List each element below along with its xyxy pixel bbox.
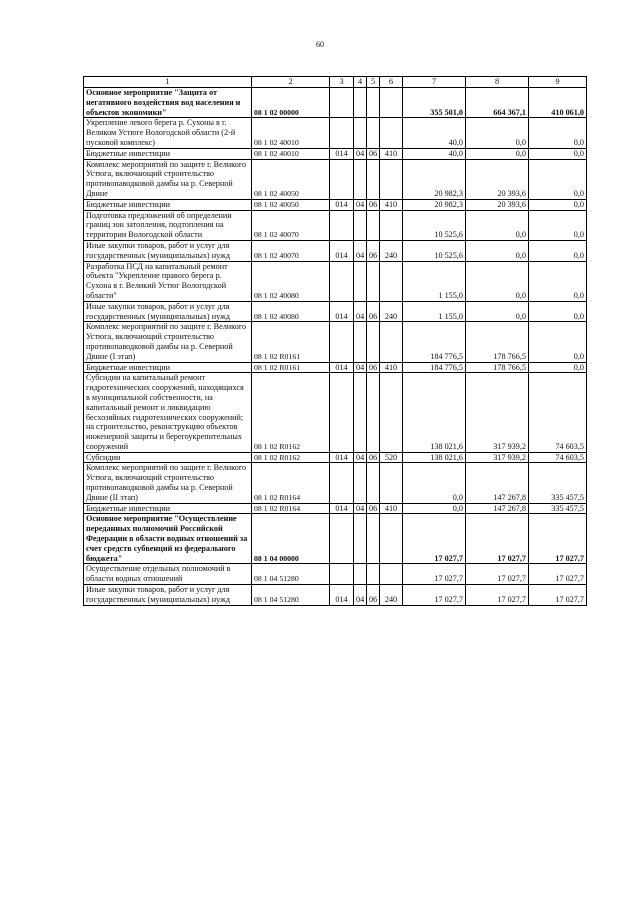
ministry-code-cell: 014 xyxy=(330,301,354,322)
ministry-code-cell: 014 xyxy=(330,362,354,373)
section-code-cell: 04 xyxy=(354,240,367,261)
subsection-code-cell xyxy=(367,564,380,585)
budget-code-cell: 08 1 02 R0162 xyxy=(252,373,330,452)
amount-col9-cell: 0,0 xyxy=(529,301,587,322)
row-name-cell: Субсидии на капитальный ремонт гидротехнических сооружений, находящихся в муниципальной собственности, на капитальный ремонт и ликвидацию бесхозяйных гидротехнических сооружений; на строительство, реконструкцию объектов инженерной защиты и берегоукрепительных сооружений xyxy=(84,373,252,452)
expense-type-cell xyxy=(380,261,403,301)
budget-code-cell: 08 1 02 40070 xyxy=(252,210,330,240)
budget-code-cell: 08 1 02 40050 xyxy=(252,159,330,199)
expense-type-cell: 240 xyxy=(380,585,403,606)
section-code-cell: 04 xyxy=(354,148,367,159)
amount-col7-cell: 17 027,7 xyxy=(403,564,466,585)
expense-type-cell xyxy=(380,322,403,362)
budget-table xyxy=(83,76,587,606)
section-code-cell xyxy=(354,463,367,503)
amount-col7-cell: 355 501,0 xyxy=(403,88,466,118)
row-name-cell: Бюджетные инвестиции xyxy=(84,199,252,210)
subsection-code-cell xyxy=(367,514,380,564)
col-header-5: 5 xyxy=(367,77,380,88)
amount-col7-cell: 40,0 xyxy=(403,118,466,148)
col-header-9: 9 xyxy=(529,77,587,88)
amount-col8-cell: 20 393,6 xyxy=(466,159,529,199)
subsection-code-cell: 06 xyxy=(367,585,380,606)
section-code-cell xyxy=(354,88,367,118)
expense-type-cell xyxy=(380,463,403,503)
budget-code-cell: 08 1 02 R0161 xyxy=(252,322,330,362)
amount-col8-cell: 317 939,2 xyxy=(466,452,529,463)
expense-type-cell xyxy=(380,373,403,452)
expense-type-cell xyxy=(380,159,403,199)
ministry-code-cell xyxy=(330,463,354,503)
amount-col8-cell: 0,0 xyxy=(466,210,529,240)
ministry-code-cell xyxy=(330,261,354,301)
row-name-cell: Подготовка предложений об определении границ зон затопления, подтопления на территории Вологодской области xyxy=(84,210,252,240)
table-row xyxy=(84,322,587,362)
expense-type-cell: 410 xyxy=(380,362,403,373)
amount-col9-cell: 74 603,5 xyxy=(529,373,587,452)
section-code-cell xyxy=(354,159,367,199)
amount-col8-cell: 664 367,1 xyxy=(466,88,529,118)
ministry-code-cell: 014 xyxy=(330,199,354,210)
row-name-cell: Основное мероприятие "Осуществление переданных полномочий Российской Федерации в области водных отношений за счет средств субвенций из федерального бюджета" xyxy=(84,514,252,564)
section-code-cell: 04 xyxy=(354,585,367,606)
table-row xyxy=(84,585,587,606)
budget-code-cell: 08 1 04 00000 xyxy=(252,514,330,564)
section-code-cell: 04 xyxy=(354,503,367,514)
subsection-code-cell: 06 xyxy=(367,240,380,261)
table-row xyxy=(84,88,587,118)
section-code-cell: 04 xyxy=(354,362,367,373)
amount-col8-cell: 0,0 xyxy=(466,118,529,148)
budget-code-cell: 08 1 02 R0162 xyxy=(252,452,330,463)
amount-col8-cell: 147 267,8 xyxy=(466,503,529,514)
table-header-row xyxy=(84,77,587,88)
amount-col9-cell: 0,0 xyxy=(529,148,587,159)
amount-col9-cell: 74 603,5 xyxy=(529,452,587,463)
amount-col9-cell: 0,0 xyxy=(529,362,587,373)
section-code-cell: 04 xyxy=(354,452,367,463)
col-header-2: 2 xyxy=(252,77,330,88)
col-header-4: 4 xyxy=(354,77,367,88)
subsection-code-cell: 06 xyxy=(367,452,380,463)
subsection-code-cell xyxy=(367,373,380,452)
row-name-cell: Бюджетные инвестиции xyxy=(84,503,252,514)
section-code-cell xyxy=(354,118,367,148)
col-header-8: 8 xyxy=(466,77,529,88)
subsection-code-cell: 06 xyxy=(367,148,380,159)
expense-type-cell: 240 xyxy=(380,240,403,261)
section-code-cell xyxy=(354,514,367,564)
amount-col7-cell: 10 525,6 xyxy=(403,210,466,240)
subsection-code-cell xyxy=(367,261,380,301)
amount-col8-cell: 0,0 xyxy=(466,261,529,301)
amount-col7-cell: 0,0 xyxy=(403,463,466,503)
subsection-code-cell xyxy=(367,322,380,362)
budget-code-cell: 08 1 02 40080 xyxy=(252,301,330,322)
amount-col7-cell: 1 155,0 xyxy=(403,261,466,301)
subsection-code-cell: 06 xyxy=(367,503,380,514)
amount-col8-cell: 17 027,7 xyxy=(466,514,529,564)
ministry-code-cell xyxy=(330,564,354,585)
subsection-code-cell: 06 xyxy=(367,199,380,210)
amount-col7-cell: 1 155,0 xyxy=(403,301,466,322)
amount-col8-cell: 317 939,2 xyxy=(466,373,529,452)
expense-type-cell xyxy=(380,210,403,240)
amount-col7-cell: 40,0 xyxy=(403,148,466,159)
col-header-3: 3 xyxy=(330,77,354,88)
section-code-cell xyxy=(354,564,367,585)
row-name-cell: Комплекс мероприятий по защите г. Великого Устюга, включающий строительство противопаводковой дамбы на р. Северной Двине (I этап) xyxy=(84,322,252,362)
row-name-cell: Основное мероприятие "Защита от негативного воздействия вод населения и объектов экономики" xyxy=(84,88,252,118)
ministry-code-cell xyxy=(330,373,354,452)
budget-code-cell: 08 1 04 51280 xyxy=(252,564,330,585)
row-name-cell: Комплекс мероприятий по защите г. Великого Устюга, включающий строительство противопаводковой дамбы на р. Северной Двине (II этап) xyxy=(84,463,252,503)
ministry-code-cell xyxy=(330,514,354,564)
row-name-cell: Иные закупки товаров, работ и услуг для государственных (муниципальных) нужд xyxy=(84,240,252,261)
subsection-code-cell xyxy=(367,210,380,240)
amount-col9-cell: 335 457,5 xyxy=(529,503,587,514)
section-code-cell xyxy=(354,373,367,452)
expense-type-cell xyxy=(380,88,403,118)
amount-col7-cell: 184 776,5 xyxy=(403,362,466,373)
amount-col7-cell: 20 982,3 xyxy=(403,159,466,199)
amount-col9-cell: 17 027,7 xyxy=(529,514,587,564)
expense-type-cell xyxy=(380,514,403,564)
ministry-code-cell xyxy=(330,322,354,362)
amount-col7-cell: 10 525,6 xyxy=(403,240,466,261)
amount-col9-cell: 410 061,0 xyxy=(529,88,587,118)
row-name-cell: Иные закупки товаров, работ и услуг для государственных (муниципальных) нужд xyxy=(84,585,252,606)
amount-col7-cell: 184 776,5 xyxy=(403,322,466,362)
expense-type-cell: 520 xyxy=(380,452,403,463)
section-code-cell: 04 xyxy=(354,301,367,322)
budget-code-cell: 08 1 02 R0164 xyxy=(252,463,330,503)
ministry-code-cell xyxy=(330,159,354,199)
table-row xyxy=(84,463,587,503)
expense-type-cell: 410 xyxy=(380,199,403,210)
table-row xyxy=(84,148,587,159)
budget-code-cell: 08 1 02 R0161 xyxy=(252,362,330,373)
row-name-cell: Иные закупки товаров, работ и услуг для государственных (муниципальных) нужд xyxy=(84,301,252,322)
amount-col9-cell: 0,0 xyxy=(529,261,587,301)
table-row xyxy=(84,261,587,301)
expense-type-cell xyxy=(380,118,403,148)
amount-col9-cell: 0,0 xyxy=(529,118,587,148)
amount-col8-cell: 0,0 xyxy=(466,240,529,261)
budget-code-cell: 08 1 02 40010 xyxy=(252,148,330,159)
section-code-cell xyxy=(354,322,367,362)
subsection-code-cell xyxy=(367,118,380,148)
amount-col9-cell: 335 457,5 xyxy=(529,463,587,503)
ministry-code-cell xyxy=(330,118,354,148)
subsection-code-cell: 06 xyxy=(367,301,380,322)
section-code-cell: 04 xyxy=(354,199,367,210)
amount-col9-cell: 17 027,7 xyxy=(529,564,587,585)
subsection-code-cell xyxy=(367,88,380,118)
amount-col9-cell: 0,0 xyxy=(529,199,587,210)
col-header-1: 1 xyxy=(84,77,252,88)
amount-col9-cell: 0,0 xyxy=(529,240,587,261)
row-name-cell: Бюджетные инвестиции xyxy=(84,148,252,159)
row-name-cell: Укрепление левого берега р. Сухоны в г. Великом Устюге Вологодской области (2-й пусковой комплекс) xyxy=(84,118,252,148)
table-row xyxy=(84,514,587,564)
amount-col9-cell: 17 027,7 xyxy=(529,585,587,606)
table-row xyxy=(84,118,587,148)
page-number: 60 xyxy=(316,40,324,49)
budget-code-cell: 08 1 04 51280 xyxy=(252,585,330,606)
table-row xyxy=(84,301,587,322)
table-row xyxy=(84,210,587,240)
amount-col8-cell: 178 766,5 xyxy=(466,362,529,373)
subsection-code-cell xyxy=(367,159,380,199)
row-name-cell: Разработка ПСД на капитальный ремонт объекта "Укрепление правого берега р. Сухона в г. Великий Устюг Вологодской области" xyxy=(84,261,252,301)
ministry-code-cell: 014 xyxy=(330,240,354,261)
table-row xyxy=(84,199,587,210)
amount-col7-cell: 17 027,7 xyxy=(403,514,466,564)
amount-col8-cell: 0,0 xyxy=(466,301,529,322)
expense-type-cell: 410 xyxy=(380,503,403,514)
table-row xyxy=(84,240,587,261)
amount-col7-cell: 138 021,6 xyxy=(403,373,466,452)
row-name-cell: Субсидии xyxy=(84,452,252,463)
table-row xyxy=(84,503,587,514)
amount-col9-cell: 0,0 xyxy=(529,210,587,240)
section-code-cell xyxy=(354,261,367,301)
budget-code-cell: 08 1 02 40080 xyxy=(252,261,330,301)
amount-col7-cell: 20 982,3 xyxy=(403,199,466,210)
budget-code-cell: 08 1 02 40070 xyxy=(252,240,330,261)
budget-code-cell: 08 1 02 00000 xyxy=(252,88,330,118)
row-name-cell: Бюджетные инвестиции xyxy=(84,362,252,373)
section-code-cell xyxy=(354,210,367,240)
budget-code-cell: 08 1 02 R0164 xyxy=(252,503,330,514)
ministry-code-cell: 014 xyxy=(330,452,354,463)
col-header-6: 6 xyxy=(380,77,403,88)
amount-col9-cell: 0,0 xyxy=(529,159,587,199)
amount-col8-cell: 20 393,6 xyxy=(466,199,529,210)
table-row xyxy=(84,373,587,452)
ministry-code-cell: 014 xyxy=(330,503,354,514)
amount-col8-cell: 147 267,8 xyxy=(466,463,529,503)
table-row xyxy=(84,362,587,373)
row-name-cell: Комплекс мероприятий по защите г. Великого Устюга, включающий строительство противопаводковой дамбы на р. Северной Двине xyxy=(84,159,252,199)
amount-col8-cell: 17 027,7 xyxy=(466,564,529,585)
subsection-code-cell xyxy=(367,463,380,503)
amount-col7-cell: 17 027,7 xyxy=(403,585,466,606)
table-row xyxy=(84,452,587,463)
ministry-code-cell: 014 xyxy=(330,148,354,159)
budget-code-cell: 08 1 02 40010 xyxy=(252,118,330,148)
amount-col8-cell: 0,0 xyxy=(466,148,529,159)
amount-col7-cell: 138 021,6 xyxy=(403,452,466,463)
budget-code-cell: 08 1 02 40050 xyxy=(252,199,330,210)
amount-col8-cell: 178 766,5 xyxy=(466,322,529,362)
ministry-code-cell: 014 xyxy=(330,585,354,606)
table-row xyxy=(84,159,587,199)
expense-type-cell: 240 xyxy=(380,301,403,322)
expense-type-cell xyxy=(380,564,403,585)
amount-col9-cell: 0,0 xyxy=(529,322,587,362)
ministry-code-cell xyxy=(330,88,354,118)
amount-col7-cell: 0,0 xyxy=(403,503,466,514)
row-name-cell: Осуществление отдельных полномочий в области водных отношений xyxy=(84,564,252,585)
table-row xyxy=(84,564,587,585)
ministry-code-cell xyxy=(330,210,354,240)
col-header-7: 7 xyxy=(403,77,466,88)
amount-col8-cell: 17 027,7 xyxy=(466,585,529,606)
expense-type-cell: 410 xyxy=(380,148,403,159)
subsection-code-cell: 06 xyxy=(367,362,380,373)
